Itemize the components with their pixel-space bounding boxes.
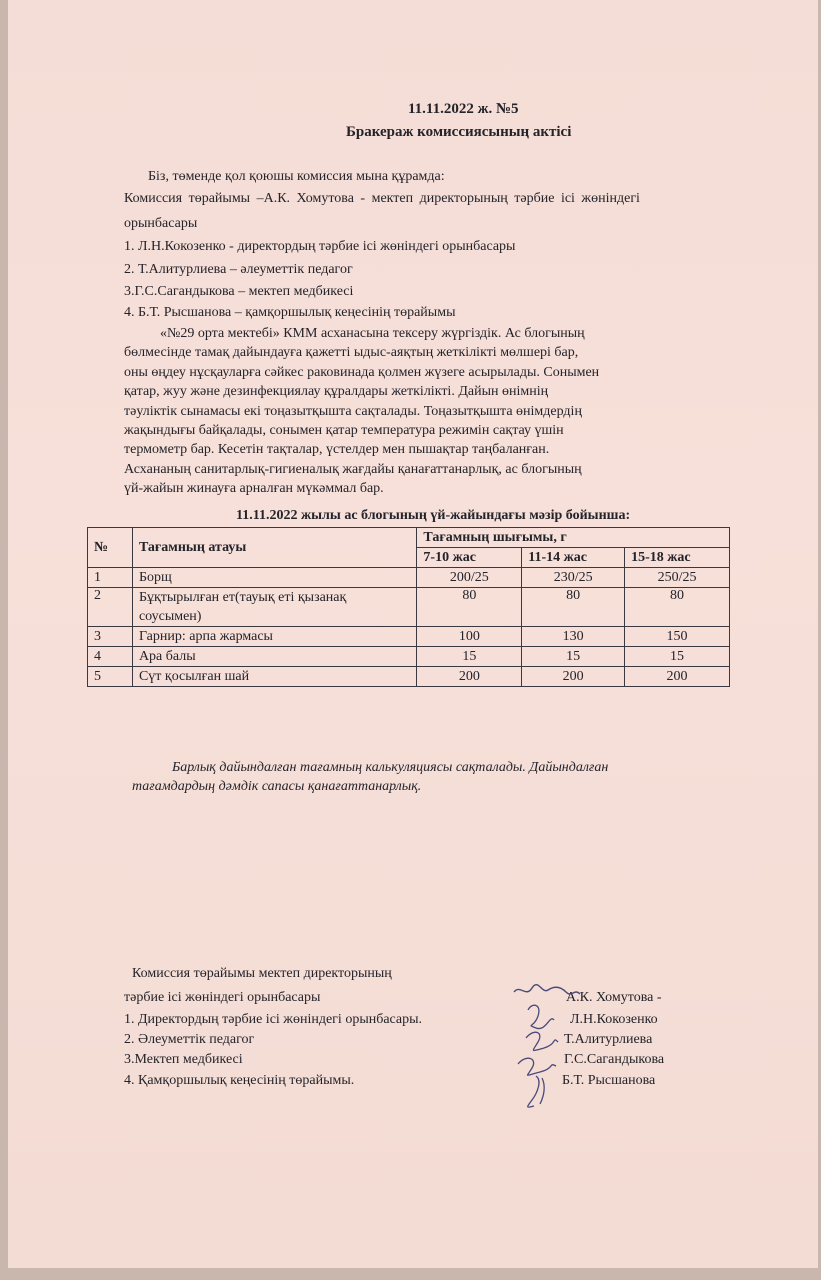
signatory-name: Л.Н.Кокозенко (570, 1012, 658, 1027)
closing-statement (132, 758, 752, 796)
table-row (88, 588, 730, 627)
yield-value: 80 (417, 588, 522, 627)
paragraph-line: үй-жайын жинауға арналған мүкәммал бар. (124, 481, 384, 497)
paragraph-line: оны өңдеу нұсқауларға сәйкес раковинада қолмен жүзеге асырылады. Сонымен (124, 364, 600, 380)
row-number: 1 (88, 568, 133, 588)
signatory-role: Комиссия төрайымы мектеп директорының (132, 966, 392, 981)
paragraph-line: қатар, жуу және дезинфекциялау құралдары жеткілікті. Дайын өнімнің (124, 384, 549, 400)
closing-line: Барлық дайындалған тағамның калькуляциясы сақталады. Дайындалған (172, 760, 609, 775)
signatory-role: тәрбие ісі жөніндегі орынбасары (124, 990, 321, 1005)
dish-name: Борщ (132, 568, 416, 588)
row-number: 3 (88, 627, 133, 647)
yield-value: 80 (522, 588, 625, 627)
yield-value: 200 (625, 667, 730, 687)
closing-line: тағамдардың дәмдік сапасы қанағаттанарлық. (132, 779, 422, 794)
paragraph-line: Асхананың санитарлық-гигиеналық жағдайы қанағаттанарлық, ас блогының (124, 461, 582, 477)
signatory-name: А.К. Хомутова - (566, 990, 662, 1005)
dish-name: Бұқтырылған ет(тауық еті қызанақ соусымен) (132, 588, 416, 627)
dish-name: Гарнир: арпа жармасы (132, 627, 416, 647)
yield-value: 15 (417, 647, 522, 667)
signatory-role: 1. Директордың тәрбие ісі жөніндегі орынбасары. (124, 1012, 423, 1027)
member-line: 4. Б.Т. Рысшанова – қамқоршылық кеңесінің төрайымы (124, 305, 456, 320)
inspection-paragraph (124, 324, 702, 499)
yield-value: 200/25 (417, 568, 522, 588)
col-header-name: Тағамның атауы (132, 528, 416, 568)
yield-value: 230/25 (522, 568, 625, 588)
signatory-role: 4. Қамқоршылық кеңесінің төрайымы. (124, 1073, 355, 1088)
member-line: 2. Т.Алитурлиева – әлеуметтік педагог (124, 262, 353, 277)
signatory-name: Б.Т. Рысшанова (562, 1073, 656, 1088)
col-header-age: 15-18 жас (625, 548, 730, 568)
yield-value: 80 (625, 588, 730, 627)
dish-name: Сүт қосылған шай (132, 667, 416, 687)
table-row (88, 627, 730, 647)
document-title: Бракераж комиссиясының актісі (346, 124, 572, 140)
signatory-role: 2. Әлеуметтік педагог (124, 1032, 255, 1047)
intro-line: орынбасары (124, 216, 198, 231)
yield-value: 130 (522, 627, 625, 647)
yield-value: 15 (625, 647, 730, 667)
yield-value: 250/25 (625, 568, 730, 588)
col-header-age: 7-10 жас (417, 548, 522, 568)
yield-value: 15 (522, 647, 625, 667)
row-number: 2 (88, 588, 133, 627)
row-number: 5 (88, 667, 133, 687)
col-header-number: № (88, 528, 133, 568)
handwritten-signatures (508, 980, 588, 1110)
table-row (88, 568, 730, 588)
col-header-age: 11-14 жас (522, 548, 625, 568)
document-date-number: 11.11.2022 ж. №5 (408, 101, 519, 117)
table-caption: 11.11.2022 жылы ас блогының үй-жайындағы мәзір бойынша: (236, 508, 631, 523)
paragraph-line: бөлмесінде тамақ дайындауға қажетті ыдыс-аяқтың жеткілікті мөлшері бар, (124, 345, 579, 361)
menu-table (87, 527, 730, 687)
signatory-role: 3.Мектеп медбикесі (124, 1052, 243, 1067)
yield-value: 200 (522, 667, 625, 687)
member-line: 3.Г.С.Сагандыкова – мектеп медбикесі (124, 284, 354, 299)
paragraph-line: жақындығы байқалады, сонымен қатар температура режимін сақтау үшін (124, 423, 564, 439)
col-header-yield: Тағамның шығымы, г (417, 528, 730, 548)
yield-value: 200 (417, 667, 522, 687)
paragraph-line: «№29 орта мектебі» КММ асханасына тексеру жүргіздік. Ас блогының (160, 326, 585, 341)
signatory-name: Г.С.Сагандыкова (564, 1052, 665, 1067)
table-row (88, 647, 730, 667)
dish-name: Ара балы (132, 647, 416, 667)
row-number: 4 (88, 647, 133, 667)
paragraph-line: термометр бар. Кесетін тақталар, үстелдер мен пышақтар таңбаланған. (124, 442, 550, 458)
intro-line: Біз, төменде қол қоюшы комиссия мына құрамда: (148, 169, 445, 184)
intro-line: Комиссия төрайымы –А.К. Хомутова - мектеп директорының тәрбие ісі жөніндегі (124, 191, 640, 206)
paragraph-line: тәуліктік сынамасы екі тоңазытқышта сақталады. Тоңазытқышта өнімдердің (124, 403, 582, 419)
document-sheet (8, 0, 818, 1268)
table-row (88, 667, 730, 687)
yield-value: 150 (625, 627, 730, 647)
signatory-name: Т.Алитурлиева (564, 1032, 653, 1047)
yield-value: 100 (417, 627, 522, 647)
member-line: 1. Л.Н.Кокозенко - директордың тәрбие ісі жөніндегі орынбасары (124, 239, 516, 254)
